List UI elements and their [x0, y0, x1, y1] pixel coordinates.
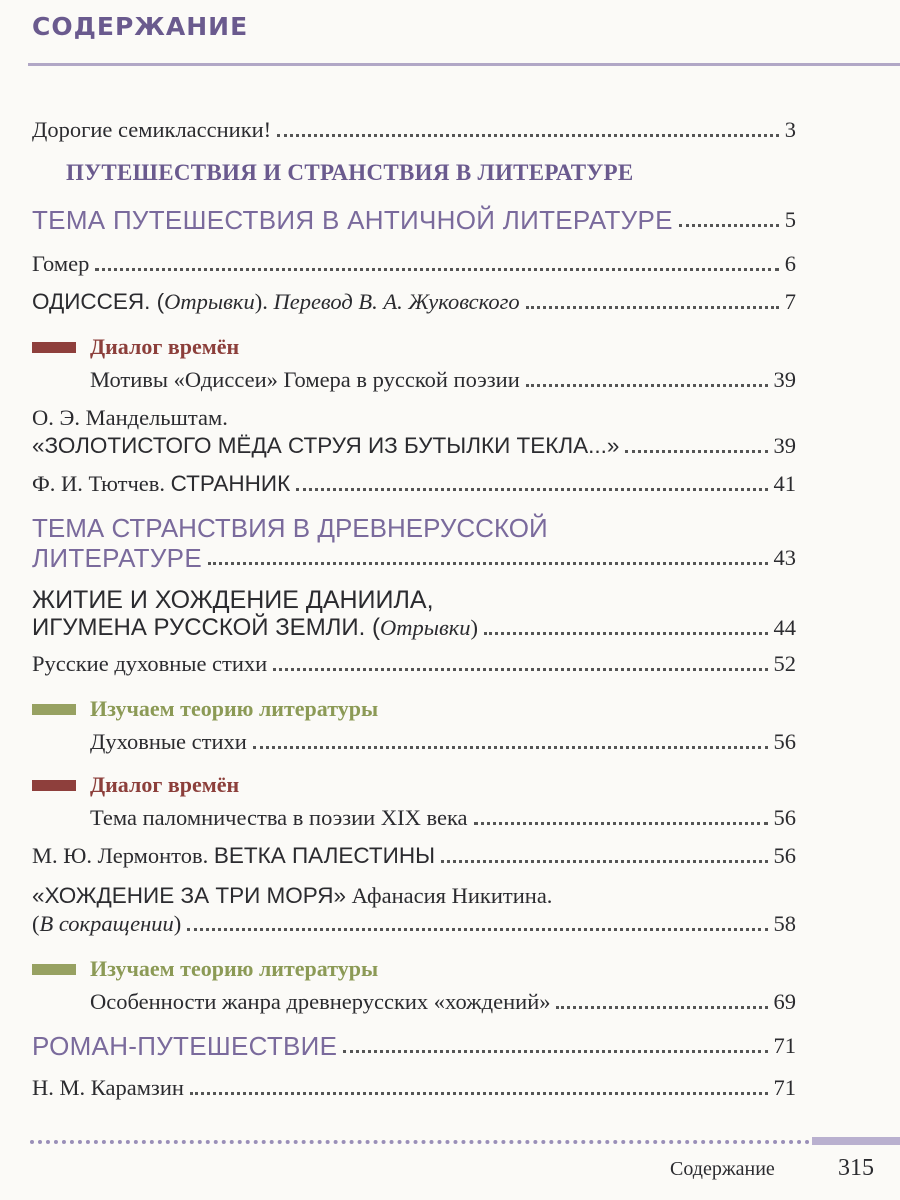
work-title: ВЕТКА ПАЛЕСТИНЫ: [213, 843, 435, 868]
footer-page-number: 315: [838, 1155, 874, 1181]
rubric-label: Диалог времён: [90, 334, 240, 359]
entry-title: [32, 288, 520, 316]
page-number: 3: [784, 117, 796, 142]
excerpts-note: Отрывки: [164, 289, 255, 314]
part-heading: ПУТЕШЕСТВИЯ И СТРАНСТВИЯ В ЛИТЕРАТУРЕ: [66, 160, 634, 185]
toc-entry-intro[interactable]: [32, 116, 796, 144]
toc-entry-homer[interactable]: [32, 250, 796, 278]
page-number: 69: [773, 989, 796, 1014]
toc-entry-spiritual-verses-theory[interactable]: [90, 728, 796, 756]
toc-entry-khozhdeniya-genre[interactable]: [90, 988, 796, 1016]
page-title: СОДЕРЖАНИЕ: [32, 12, 249, 41]
page-number: 7: [784, 289, 796, 314]
dot-leader: [190, 1092, 768, 1095]
toc-entry-topic-novel[interactable]: [32, 1032, 796, 1060]
footer-band: [812, 1137, 900, 1145]
page-number: 52: [773, 651, 796, 676]
page-number: 39: [773, 433, 796, 458]
dot-leader: [526, 306, 779, 309]
dot-leader: [95, 268, 778, 271]
toc-entry-odyssey-motifs[interactable]: [90, 366, 796, 394]
page-header: [0, 0, 900, 66]
dot-leader: [679, 224, 779, 227]
dot-leader: [253, 746, 768, 749]
dot-leader: [625, 450, 767, 453]
mandelstam-author: О. Э. Мандельштам.: [32, 405, 228, 430]
footer-dotted-rule: [30, 1140, 810, 1144]
entry-title: Дорогие семиклассники!: [32, 117, 272, 142]
entry-title: [32, 842, 435, 870]
translation-note: Перевод В. А. Жуковского: [273, 289, 520, 314]
toc-entry-topic-old-russian[interactable]: [32, 544, 796, 572]
page-number: 5: [784, 207, 796, 232]
page-number: 6: [784, 251, 796, 276]
dot-leader: [474, 822, 768, 825]
entry-title: ЛИТЕРАТУРЕ: [32, 543, 202, 573]
dot-leader: [484, 632, 767, 635]
toc-entry-tyutchev[interactable]: [32, 470, 796, 498]
page-number: 56: [773, 805, 796, 830]
dot-leader: [343, 1050, 767, 1053]
excerpts-note: Отрывки: [380, 615, 471, 640]
author: Ф. И. Тютчев.: [32, 471, 171, 496]
author: М. Ю. Лермонтов.: [32, 843, 214, 868]
page-number: 71: [773, 1075, 796, 1100]
entry-title: РОМАН-ПУТЕШЕСТВИЕ: [32, 1031, 338, 1061]
entry-title: Особенности жанра древнерусских «хождений»: [90, 989, 551, 1014]
dot-leader: [277, 134, 779, 137]
work-title: СТРАННИК: [170, 471, 291, 496]
entry-title: Н. М. Карамзин: [32, 1075, 184, 1100]
rubric-marker: [32, 342, 76, 353]
work-title: ИГУМЕНА РУССКОЙ ЗЕМЛИ. (: [32, 614, 381, 641]
page-number: 58: [773, 911, 796, 936]
entry-title: [32, 470, 290, 498]
work-title: «ХОЖДЕНИЕ ЗА ТРИ МОРЯ»: [32, 883, 347, 908]
dot-leader: [208, 562, 768, 565]
close-paren: ): [173, 911, 182, 936]
nikitin-line1: [32, 882, 552, 910]
topic-old-russian-line1: ТЕМА СТРАНСТВИЯ В ДРЕВНЕРУССКОЙ: [32, 513, 548, 543]
daniil-line1: ЖИТИЕ И ХОЖДЕНИЕ ДАНИИЛА,: [32, 586, 434, 614]
rubric-literary-theory: [32, 956, 378, 982]
page-number: 71: [773, 1033, 796, 1058]
dot-leader: [441, 860, 768, 863]
toc-entry-mandelstam[interactable]: [32, 432, 796, 460]
rubric-label: Изучаем теорию литературы: [90, 956, 379, 981]
toc-entry-lermontov[interactable]: [32, 842, 796, 870]
dot-leader: [273, 668, 767, 671]
close-paren: ): [470, 615, 479, 640]
dot-leader: [296, 488, 767, 491]
rubric-label: Диалог времён: [90, 772, 240, 797]
page-number: 43: [773, 545, 796, 570]
open-paren: (: [32, 911, 40, 936]
rubric-literary-theory: [32, 696, 378, 722]
dot-leader: [187, 928, 767, 931]
abridged-note: В сокращении: [39, 911, 174, 936]
toc-entry-daniil[interactable]: [32, 614, 796, 642]
close-paren: ).: [254, 289, 274, 314]
entry-title: Гомер: [32, 251, 90, 276]
rubric-marker: [32, 780, 76, 791]
footer-section-label: Содержание: [670, 1158, 775, 1180]
toc-entry-odyssey[interactable]: [32, 288, 796, 316]
toc-entry-spiritual-verses[interactable]: [32, 650, 796, 678]
entry-title: Тема паломничества в поэзии XIX века: [90, 805, 468, 830]
entry-title: Духовные стихи: [90, 729, 247, 754]
dot-leader: [526, 384, 768, 387]
entry-title: ТЕМА ПУТЕШЕСТВИЯ В АНТИЧНОЙ ЛИТЕРАТУРЕ: [32, 205, 673, 235]
rubric-marker: [32, 964, 76, 975]
toc-entry-topic-antique[interactable]: [32, 206, 796, 234]
rubric-marker: [32, 704, 76, 715]
entry-title: [32, 614, 478, 642]
toc-entry-pilgrimage[interactable]: [90, 804, 796, 832]
author: Афанасия Никитина.: [346, 883, 553, 908]
page-number: 44: [773, 615, 796, 640]
header-rule: [28, 63, 900, 66]
dot-leader: [556, 1006, 767, 1009]
page-number: 56: [773, 843, 796, 868]
entry-title: Мотивы «Одиссеи» Гомера в русской поэзии: [90, 367, 520, 392]
work-title: ОДИССЕЯ. (: [32, 289, 165, 314]
page-number: 39: [773, 367, 796, 392]
entry-title: «ЗОЛОТИСТОГО МЁДА СТРУЯ ИЗ БУТЫЛКИ ТЕКЛА...»: [32, 433, 620, 458]
rubric-dialog-of-times: [32, 772, 239, 798]
toc-entry-nikitin[interactable]: [32, 910, 796, 938]
page-number: 41: [773, 471, 796, 496]
toc-entry-karamzin[interactable]: [32, 1074, 796, 1102]
rubric-dialog-of-times: [32, 334, 239, 360]
entry-title: [32, 910, 181, 938]
rubric-label: Изучаем теорию литературы: [90, 696, 379, 721]
page-number: 56: [773, 729, 796, 754]
entry-title: Русские духовные стихи: [32, 651, 268, 676]
